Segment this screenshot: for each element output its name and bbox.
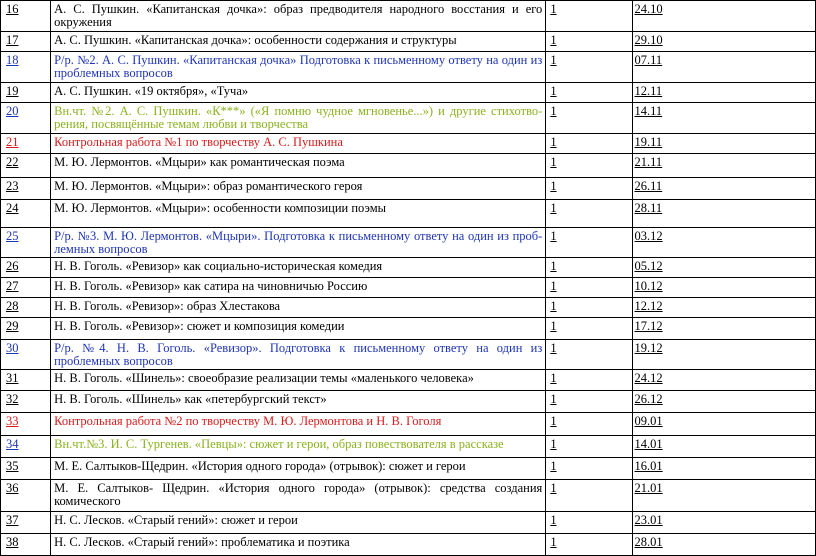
lesson-date: 12.11 bbox=[634, 84, 663, 98]
lesson-hours: 1 bbox=[550, 535, 557, 549]
lesson-number-cell bbox=[1, 318, 51, 340]
lesson-number: 26 bbox=[6, 259, 19, 273]
lesson-hours-cell bbox=[546, 480, 632, 512]
table-row bbox=[1, 32, 816, 52]
lesson-hours-cell bbox=[546, 32, 632, 52]
lesson-topic: М. Ю. Лермонтов. «Мцыри»: особенности композиции поэмы bbox=[51, 200, 546, 228]
lesson-date-cell bbox=[632, 278, 815, 298]
lesson-hours-cell bbox=[546, 178, 632, 200]
lesson-hours: 1 bbox=[550, 84, 557, 98]
lesson-date: 12.12 bbox=[634, 299, 663, 313]
lesson-hours: 1 bbox=[550, 53, 557, 67]
lesson-hours: 1 bbox=[550, 104, 557, 118]
lesson-hours-cell bbox=[546, 200, 632, 228]
lesson-hours-cell bbox=[546, 370, 632, 391]
lesson-topic: М. Е. Салтыков-Щедрин. «История одного города» (отрывок): сюжет и герои bbox=[51, 458, 546, 480]
table-row bbox=[1, 228, 816, 258]
lesson-number-cell bbox=[1, 1, 51, 32]
lesson-hours-cell bbox=[546, 278, 632, 298]
lesson-topic: А. С. Пушкин. «Капитанская дочка»: образ предводителя народного восстания и его окружения bbox=[51, 1, 546, 32]
lesson-number: 19 bbox=[6, 84, 19, 98]
lesson-date-cell bbox=[632, 83, 815, 103]
lesson-hours-cell bbox=[546, 1, 632, 32]
lesson-date-cell bbox=[632, 134, 815, 154]
lesson-hours: 1 bbox=[550, 392, 557, 406]
lesson-number: 23 bbox=[6, 179, 19, 193]
lesson-hours-cell bbox=[546, 154, 632, 178]
lesson-hours: 1 bbox=[550, 179, 557, 193]
lesson-date: 10.12 bbox=[634, 279, 663, 293]
lesson-topic: М. Ю. Лермонтов. «Мцыри» как романтическая поэма bbox=[51, 154, 546, 178]
table-row bbox=[1, 298, 816, 318]
lesson-number-cell bbox=[1, 534, 51, 556]
lesson-number: 33 bbox=[6, 414, 19, 428]
lesson-date: 19.11 bbox=[634, 135, 663, 149]
lesson-date-cell bbox=[632, 258, 815, 278]
lesson-date-cell bbox=[632, 32, 815, 52]
lesson-hours-cell bbox=[546, 83, 632, 103]
table-row bbox=[1, 154, 816, 178]
lesson-hours-cell bbox=[546, 318, 632, 340]
lesson-number: 16 bbox=[6, 2, 19, 16]
lesson-date-cell bbox=[632, 480, 815, 512]
lesson-number-cell bbox=[1, 340, 51, 370]
lesson-topic: М. Ю. Лермонтов. «Мцыри»: образ романтического героя bbox=[51, 178, 546, 200]
lesson-date: 03.12 bbox=[634, 229, 663, 243]
lesson-number-cell bbox=[1, 103, 51, 134]
lesson-hours-cell bbox=[546, 103, 632, 134]
lesson-number-cell bbox=[1, 298, 51, 318]
lesson-date: 24.10 bbox=[634, 2, 663, 16]
lesson-number-cell bbox=[1, 154, 51, 178]
lesson-hours: 1 bbox=[550, 513, 557, 527]
lesson-hours: 1 bbox=[550, 371, 557, 385]
lesson-date: 09.01 bbox=[634, 414, 663, 428]
lesson-date-cell bbox=[632, 1, 815, 32]
lesson-number: 24 bbox=[6, 201, 19, 215]
lesson-hours: 1 bbox=[550, 299, 557, 313]
lesson-date-cell bbox=[632, 228, 815, 258]
lesson-number-cell bbox=[1, 278, 51, 298]
lesson-number: 22 bbox=[6, 155, 19, 169]
lesson-hours: 1 bbox=[550, 135, 557, 149]
table-row bbox=[1, 391, 816, 413]
lesson-number-cell bbox=[1, 52, 51, 83]
lesson-number: 36 bbox=[6, 481, 19, 495]
lesson-number-cell bbox=[1, 178, 51, 200]
lesson-topic: А. С. Пушкин. «19 октября», «Туча» bbox=[51, 83, 546, 103]
table-row bbox=[1, 512, 816, 534]
lesson-hours-cell bbox=[546, 391, 632, 413]
lesson-date-cell bbox=[632, 413, 815, 436]
table-row bbox=[1, 83, 816, 103]
lesson-date: 14.01 bbox=[634, 437, 663, 451]
lesson-hours-cell bbox=[546, 52, 632, 83]
lesson-hours-cell bbox=[546, 436, 632, 458]
lesson-date-cell bbox=[632, 154, 815, 178]
lesson-hours: 1 bbox=[550, 229, 557, 243]
lesson-number: 35 bbox=[6, 459, 19, 473]
lesson-topic: А. С. Пушкин. «Капитанская дочка»: особенности содержания и структуры bbox=[51, 32, 546, 52]
lesson-hours: 1 bbox=[550, 279, 557, 293]
lesson-hours: 1 bbox=[550, 201, 557, 215]
table-row bbox=[1, 413, 816, 436]
lesson-hours-cell bbox=[546, 512, 632, 534]
lesson-number-cell bbox=[1, 370, 51, 391]
lesson-number: 21 bbox=[6, 135, 19, 149]
lesson-date-cell bbox=[632, 178, 815, 200]
lesson-number-cell bbox=[1, 32, 51, 52]
lesson-topic: М. Е. Салтыков- Щедрин. «История одного города» (отрывок): средства создания комического bbox=[51, 480, 546, 512]
lesson-hours: 1 bbox=[550, 33, 557, 47]
lesson-number: 38 bbox=[6, 535, 19, 549]
lesson-hours: 1 bbox=[550, 2, 557, 16]
table-row bbox=[1, 534, 816, 556]
lesson-date: 21.01 bbox=[634, 481, 663, 495]
lesson-topic: Н. В. Гоголь. «Ревизор» как социально-историческая комедия bbox=[51, 258, 546, 278]
lesson-date-cell bbox=[632, 534, 815, 556]
lesson-number-cell bbox=[1, 228, 51, 258]
lesson-date: 14.11 bbox=[634, 104, 663, 118]
table-row bbox=[1, 1, 816, 32]
lesson-date: 29.10 bbox=[634, 33, 663, 47]
lesson-number: 29 bbox=[6, 319, 19, 333]
lesson-hours-cell bbox=[546, 413, 632, 436]
table-row bbox=[1, 458, 816, 480]
lesson-hours-cell bbox=[546, 298, 632, 318]
lesson-hours-cell bbox=[546, 134, 632, 154]
lesson-date: 28.01 bbox=[634, 535, 663, 549]
lesson-number: 25 bbox=[6, 229, 19, 243]
lesson-hours-cell bbox=[546, 340, 632, 370]
lesson-topic: Н. В. Гоголь. «Ревизор»: образ Хлестакова bbox=[51, 298, 546, 318]
lesson-hours: 1 bbox=[550, 481, 557, 495]
lesson-topic: Н. В. Гоголь. «Ревизор»: сюжет и композиция комедии bbox=[51, 318, 546, 340]
lesson-number: 18 bbox=[6, 53, 19, 67]
lesson-number-cell bbox=[1, 258, 51, 278]
lesson-date: 19.12 bbox=[634, 341, 663, 355]
table-row bbox=[1, 480, 816, 512]
lesson-number-cell bbox=[1, 512, 51, 534]
lesson-date: 28.11 bbox=[634, 201, 663, 215]
table-row bbox=[1, 318, 816, 340]
lesson-date-cell bbox=[632, 103, 815, 134]
lesson-hours: 1 bbox=[550, 259, 557, 273]
lesson-date-cell bbox=[632, 318, 815, 340]
lesson-topic: Н. С. Лесков. «Старый гений»: сюжет и герои bbox=[51, 512, 546, 534]
lesson-topic: Н. С. Лесков. «Старый гений»: проблематика и поэтика bbox=[51, 534, 546, 556]
lesson-number-cell bbox=[1, 436, 51, 458]
lesson-date-cell bbox=[632, 298, 815, 318]
lesson-date: 05.12 bbox=[634, 259, 663, 273]
table-row bbox=[1, 134, 816, 154]
lesson-date-cell bbox=[632, 52, 815, 83]
lesson-date: 26.11 bbox=[634, 179, 663, 193]
lesson-date: 17.12 bbox=[634, 319, 663, 333]
table-row bbox=[1, 52, 816, 83]
lesson-hours: 1 bbox=[550, 459, 557, 473]
lesson-topic: Контрольная работа №1 по творчеству А. С. Пушкина bbox=[51, 134, 546, 154]
lesson-topic: Вн.чт.№3. И. С. Тургенев. «Певцы»: сюжет и герои, образ повествователя в рассказе bbox=[51, 436, 546, 458]
lesson-number-cell bbox=[1, 200, 51, 228]
lesson-number: 32 bbox=[6, 392, 19, 406]
lesson-topic: Вн.чт. №2. А. С. Пушкин. «К***» («Я помню чудное мгновенье...») и другие стихотво-рения, посвящённые темам любви и творчества bbox=[51, 103, 546, 134]
table-row bbox=[1, 103, 816, 134]
lesson-rows bbox=[1, 1, 816, 556]
lesson-topic: Н. В. Гоголь. «Шинель»: своеобразие реализации темы «маленького человека» bbox=[51, 370, 546, 391]
lesson-hours: 1 bbox=[550, 437, 557, 451]
lesson-number-cell bbox=[1, 413, 51, 436]
lesson-number: 34 bbox=[6, 437, 19, 451]
lesson-topic: Р/р. №4. Н. В. Гоголь. «Ревизор». Подготовка к письменному ответу на один из проблемных вопросов bbox=[51, 340, 546, 370]
lesson-date-cell bbox=[632, 458, 815, 480]
lesson-number-cell bbox=[1, 480, 51, 512]
lesson-number: 31 bbox=[6, 371, 19, 385]
lesson-date-cell bbox=[632, 370, 815, 391]
table-row bbox=[1, 436, 816, 458]
table-row bbox=[1, 340, 816, 370]
table-row bbox=[1, 258, 816, 278]
lesson-topic: Р/р. №2. А. С. Пушкин. «Капитанская дочка» Подготовка к письменному ответу на один из проблемных вопросов bbox=[51, 52, 546, 83]
lesson-topic: Контрольная работа №2 по творчеству М. Ю. Лермонтова и Н. В. Гоголя bbox=[51, 413, 546, 436]
lesson-topic: Н. В. Гоголь. «Шинель» как «петербургский текст» bbox=[51, 391, 546, 413]
lesson-date-cell bbox=[632, 512, 815, 534]
lesson-hours: 1 bbox=[550, 155, 557, 169]
lesson-date: 21.11 bbox=[634, 155, 663, 169]
lesson-number-cell bbox=[1, 458, 51, 480]
lesson-date: 23.01 bbox=[634, 513, 663, 527]
lesson-number: 20 bbox=[6, 104, 19, 118]
lesson-date: 16.01 bbox=[634, 459, 663, 473]
lesson-date-cell bbox=[632, 200, 815, 228]
lesson-hours: 1 bbox=[550, 319, 557, 333]
lesson-number-cell bbox=[1, 83, 51, 103]
lesson-topic: Н. В. Гоголь. «Ревизор» как сатира на чиновничью Россию bbox=[51, 278, 546, 298]
lesson-hours: 1 bbox=[550, 414, 557, 428]
table-row bbox=[1, 200, 816, 228]
lesson-hours: 1 bbox=[550, 341, 557, 355]
lesson-number: 28 bbox=[6, 299, 19, 313]
lesson-number: 17 bbox=[6, 33, 19, 47]
lesson-number: 27 bbox=[6, 279, 19, 293]
lesson-number-cell bbox=[1, 134, 51, 154]
lesson-hours-cell bbox=[546, 228, 632, 258]
lesson-date: 26.12 bbox=[634, 392, 663, 406]
table-row bbox=[1, 278, 816, 298]
lesson-topic: Р/р. №3. М. Ю. Лермонтов. «Мцыри». Подготовка к письменному ответу на один из проб-лемных вопросов bbox=[51, 228, 546, 258]
lesson-number-cell bbox=[1, 391, 51, 413]
lesson-date: 07.11 bbox=[634, 53, 663, 67]
lesson-date-cell bbox=[632, 340, 815, 370]
lesson-date: 24.12 bbox=[634, 371, 663, 385]
table-row bbox=[1, 178, 816, 200]
lesson-date-cell bbox=[632, 391, 815, 413]
lesson-hours-cell bbox=[546, 534, 632, 556]
lesson-number: 30 bbox=[6, 341, 19, 355]
lesson-hours-cell bbox=[546, 258, 632, 278]
table-row bbox=[1, 370, 816, 391]
lesson-hours-cell bbox=[546, 458, 632, 480]
lesson-date-cell bbox=[632, 436, 815, 458]
lesson-number: 37 bbox=[6, 513, 19, 527]
